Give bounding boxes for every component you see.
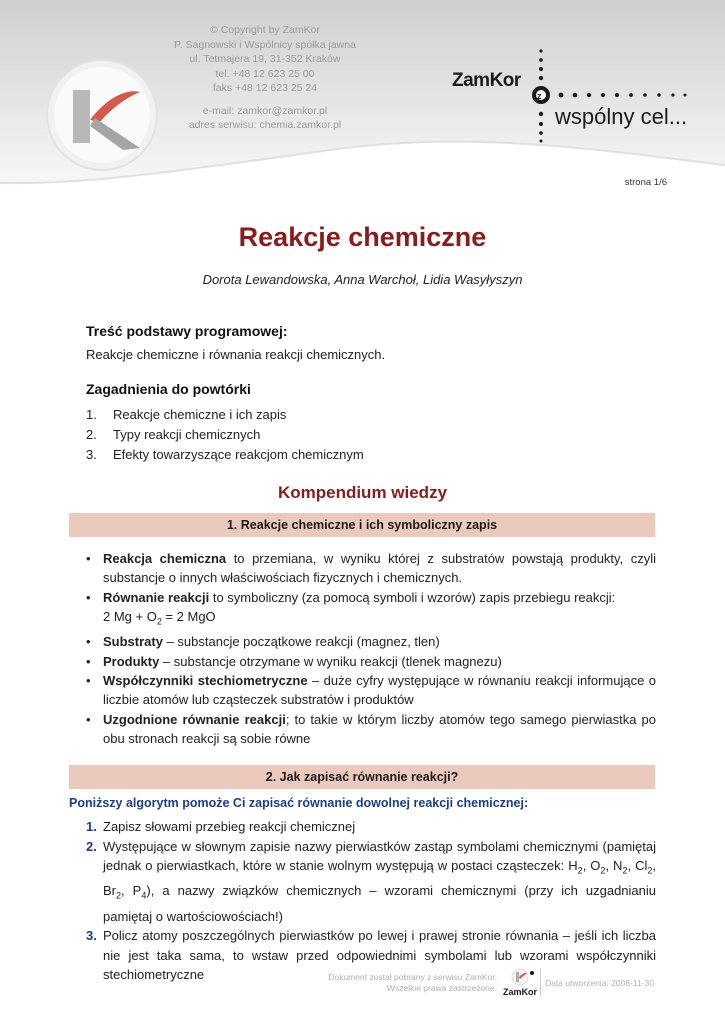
section-2-header: 2. Jak zapisać równanie reakcji?	[69, 765, 655, 789]
list-number: 2.	[86, 427, 97, 442]
list-item: • Produkty – substancje otrzymane w wyniku reakcji (tlenek magnezu)	[86, 653, 502, 669]
copyright-line: © Copyright by ZamKor	[210, 24, 320, 36]
term: Uzgodnione równanie reakcji	[103, 711, 286, 727]
list-number: 1.	[86, 407, 97, 422]
equation	[103, 609, 216, 627]
definition: to symboliczny (za pomocą symboli i wzorów) zapis przebiegu reakcji:	[209, 589, 616, 605]
list-item	[86, 445, 364, 465]
definition: – duże cyfry występujące w równaniu reakcji informujące o liczbie atomów lub cząsteczek substratów i produktów	[103, 673, 656, 708]
list-item: • Równanie reakcji to symboliczny (za pomocą symboli i wzorów) zapis przebiegu reakcji: 2 $Mg + O_2 = 2$ MgO	[86, 589, 616, 627]
list-item: • Reakcja chemiczna to przemiana, w wyniku której z substratów powstają produkty, czyli substancje o innych właściwościach fizycznych i chemicznych.	[86, 551, 656, 586]
term: Substraty	[103, 634, 163, 650]
step-item	[86, 817, 656, 837]
kompendium-heading: Kompendium wiedzy	[277, 483, 448, 502]
algorithm-intro: Poniższy algorytm pomoże Ci zapisać równanie dowolnej reakcji chemicznej:	[69, 796, 529, 810]
definition: to przemiana, w wyniku której z substratów powstają produkty, czyli substancje o innych właściwościach fizycznych i chemicznych.	[103, 551, 656, 586]
step-item	[86, 837, 656, 927]
authors: Dorota Lewandowska, Anna Warchoł, Lidia Wasyłyszyn	[202, 272, 523, 287]
email-line: e-mail: zamkor@zamkor.pl	[202, 104, 328, 117]
equation-subscript: 2	[156, 616, 162, 627]
phone-line: tel. +48 12 623 25 00	[215, 67, 315, 80]
term: Współczynniki stechiometryczne	[103, 673, 308, 689]
page-title: Reakcje chemiczne	[238, 222, 487, 252]
equation-part: = 2 MgO	[161, 609, 216, 625]
step-text: Zapisz słowami przebieg reakcji chemicznej	[103, 819, 356, 834]
step-number: 2.	[86, 838, 97, 854]
fax-line: faks +48 12 623 25 24	[212, 82, 318, 94]
list-text: Efekty towarzyszące reakcjom chemicznym	[113, 447, 364, 462]
copyright-block	[150, 23, 380, 133]
list-item: • Substraty – substancje początkowe reakcji (magnez, tlen)	[86, 634, 440, 650]
footer-line: Dokument został pobrany z serwisu ZamKor.	[328, 972, 497, 982]
svg-text:z: z	[537, 91, 542, 101]
equation-part: 2 Mg + O	[103, 609, 157, 625]
definition: – substancje otrzymane w wyniku reakcji (tlenek magnezu)	[159, 653, 502, 669]
definition: – substancje początkowe reakcji (magnez, tlen)	[162, 634, 440, 650]
step-number: 3.	[86, 928, 97, 944]
footer-created-date: Data utworzenia: 2008-11-30	[545, 978, 654, 988]
step-text: Występujące w słownym zapisie nazwy pierwiastków zastąp symbolami chemicznymi (pamiętaj jednak o pierwiastkach, które w stanie wolnym występują w postaci cząsteczek: $H_2$, $O_2$, $N_2$, $Cl_2$, $Br_2$, $P_4$), a nazwy związków chemicznych – wzorami chemicznymi (przy ich uzgadnianiu pamiętaj o wartościowościach!)	[103, 838, 656, 924]
company-line: P. Sagnowski i Wspólnicy spółka jawna	[174, 38, 356, 51]
list-item: • Współczynniki stechiometryczne – duże cyfry występujące w równaniu reakcji informujące o liczbie atomów lub cząsteczek substratów i produktów	[86, 673, 656, 708]
list-item	[86, 405, 364, 425]
brand-logo: ZamKor	[452, 70, 521, 91]
list-number: 3.	[86, 447, 97, 462]
footer-notice	[280, 972, 497, 994]
algorithm-steps	[86, 817, 656, 985]
address-line: ul. Tetmajera 19, 31-352 Kraków	[189, 53, 341, 65]
review-list	[86, 405, 364, 465]
section-1-header: 1. Reakcje chemiczne i ich symboliczny zapis	[69, 513, 655, 537]
step-text: Policz atomy poszczególnych pierwiastków po lewej i prawej stronie równania – jeśli ich liczba nie jest taka sama, to wstaw przed odpowiednimi symbolami lub wzorami współczynniki stechiometryczne	[103, 928, 656, 983]
program-text: Reakcje chemiczne i równania reakcji chemicznych.	[86, 347, 386, 362]
term: Równanie reakcji	[103, 589, 210, 605]
step-number: 1.	[86, 819, 97, 834]
term: Reakcja chemiczna	[103, 551, 227, 566]
term: Produkty	[103, 653, 160, 669]
list-text: Typy reakcji chemicznych	[113, 427, 261, 442]
definition: ; to takie w którym liczby atomów tego samego pierwiastka po obu stronach reakcji są sobie równe	[103, 711, 656, 747]
program-heading: Treść podstawy programowej:	[86, 323, 288, 339]
footer-brand: ZamKor	[503, 987, 538, 997]
zamkor-emblem	[45, 58, 160, 173]
footer-line: Wszelkie prawa zastrzeżone.	[386, 983, 497, 993]
page-number: strona 1/6	[624, 177, 667, 188]
service-address-line: adres serwisu: chemia.zamkor.pl	[188, 119, 342, 131]
brand-tagline: wspólny cel...	[555, 104, 688, 129]
definitions-list	[86, 549, 656, 749]
footer-divider	[540, 968, 541, 996]
brand-dots-icon	[525, 45, 690, 145]
list-text: Reakcje chemiczne i ich zapis	[113, 407, 287, 422]
list-item	[86, 425, 364, 445]
list-item: • Uzgodnione równanie reakcji; to takie w którym liczby atomów tego samego pierwiastka po obu stronach reakcji są sobie równe	[86, 711, 656, 747]
review-heading: Zagadnienia do powtórki	[86, 381, 251, 397]
